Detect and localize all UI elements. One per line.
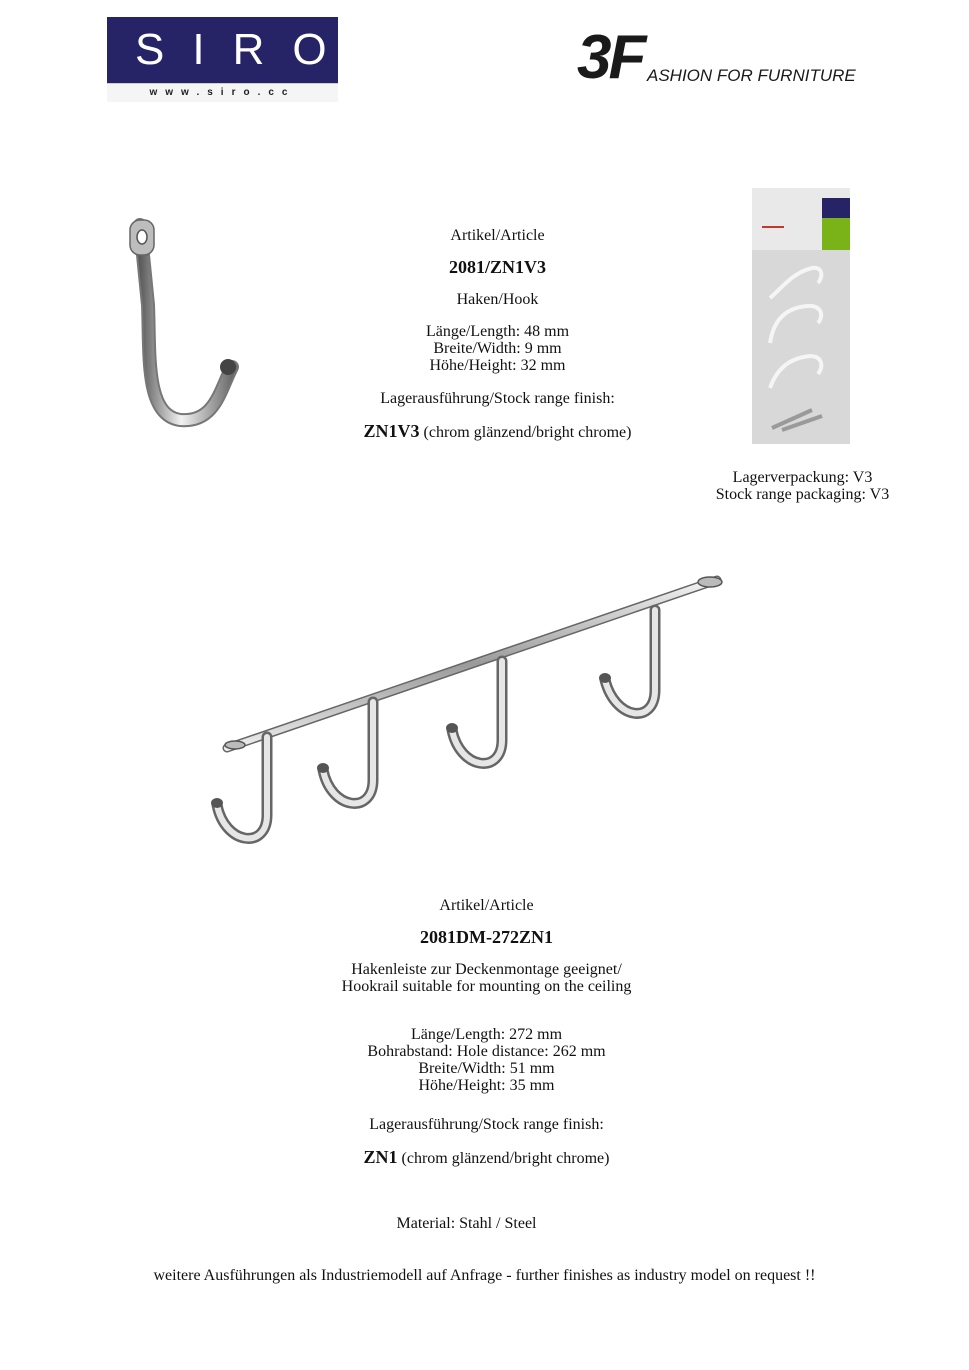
hookrail-photo [205, 565, 735, 855]
article2-description-de: Hakenleiste zur Deckenmontage geeignet/ [351, 961, 622, 978]
article2-height: Höhe/Height: 35 mm [418, 1077, 555, 1094]
article1-finish-label: Lagerausführung/Stock range finish: [380, 390, 615, 407]
article2-info [300, 897, 673, 1167]
article2-width: Breite/Width: 51 mm [418, 1060, 555, 1077]
article2-description-en: Hookrail suitable for mounting on the ceiling [341, 978, 632, 995]
packaging-line-de: Lagerverpackung: V3 [732, 469, 873, 486]
brand-3f-logo [577, 23, 857, 92]
article1-code: 2081/ZN1V3 [448, 257, 546, 277]
article1-label: Artikel/Article [450, 227, 545, 244]
packaging-info [700, 469, 905, 503]
packaging-line-en: Stock range packaging: V3 [715, 486, 890, 503]
siro-logo-word: SIRO [135, 25, 355, 74]
material-line: Material: Stahl / Steel [396, 1215, 537, 1232]
article1-length: Länge/Length: 48 mm [425, 323, 570, 340]
article2-code: 2081DM-272ZN1 [420, 927, 553, 947]
article1-width: Breite/Width: 9 mm [433, 340, 562, 357]
article1-finish-code: ZN1V3 [363, 421, 420, 441]
article2-hole-distance: Bohrabstand: Hole distance: 262 mm [367, 1043, 606, 1060]
article2-finish-label: Lagerausführung/Stock range finish: [369, 1116, 604, 1133]
siro-logo [107, 17, 355, 101]
article2-length: Länge/Length: 272 mm [410, 1026, 563, 1043]
article2-finish-code: ZN1 [363, 1147, 398, 1167]
article2-label: Artikel/Article [439, 897, 534, 914]
article1-height: Höhe/Height: 32 mm [429, 357, 566, 374]
article1-finish-desc: (chrom glänzend/bright chrome) [423, 424, 632, 441]
article1-info [340, 227, 655, 441]
footer-note: weitere Ausführungen als Industriemodell auf Anfrage - further finishes as industry model on request !! [153, 1267, 816, 1284]
packaging-photo [752, 188, 850, 444]
brand-3f-mark: 3F [577, 23, 644, 92]
article2-finish-desc: (chrom glänzend/bright chrome) [401, 1150, 610, 1167]
brand-3f-tagline: ASHION FOR FURNITURE [647, 66, 856, 85]
siro-logo-url: www.siro.cc [107, 83, 338, 102]
article1-name: Haken/Hook [456, 291, 539, 308]
single-hook-photo [120, 215, 250, 430]
